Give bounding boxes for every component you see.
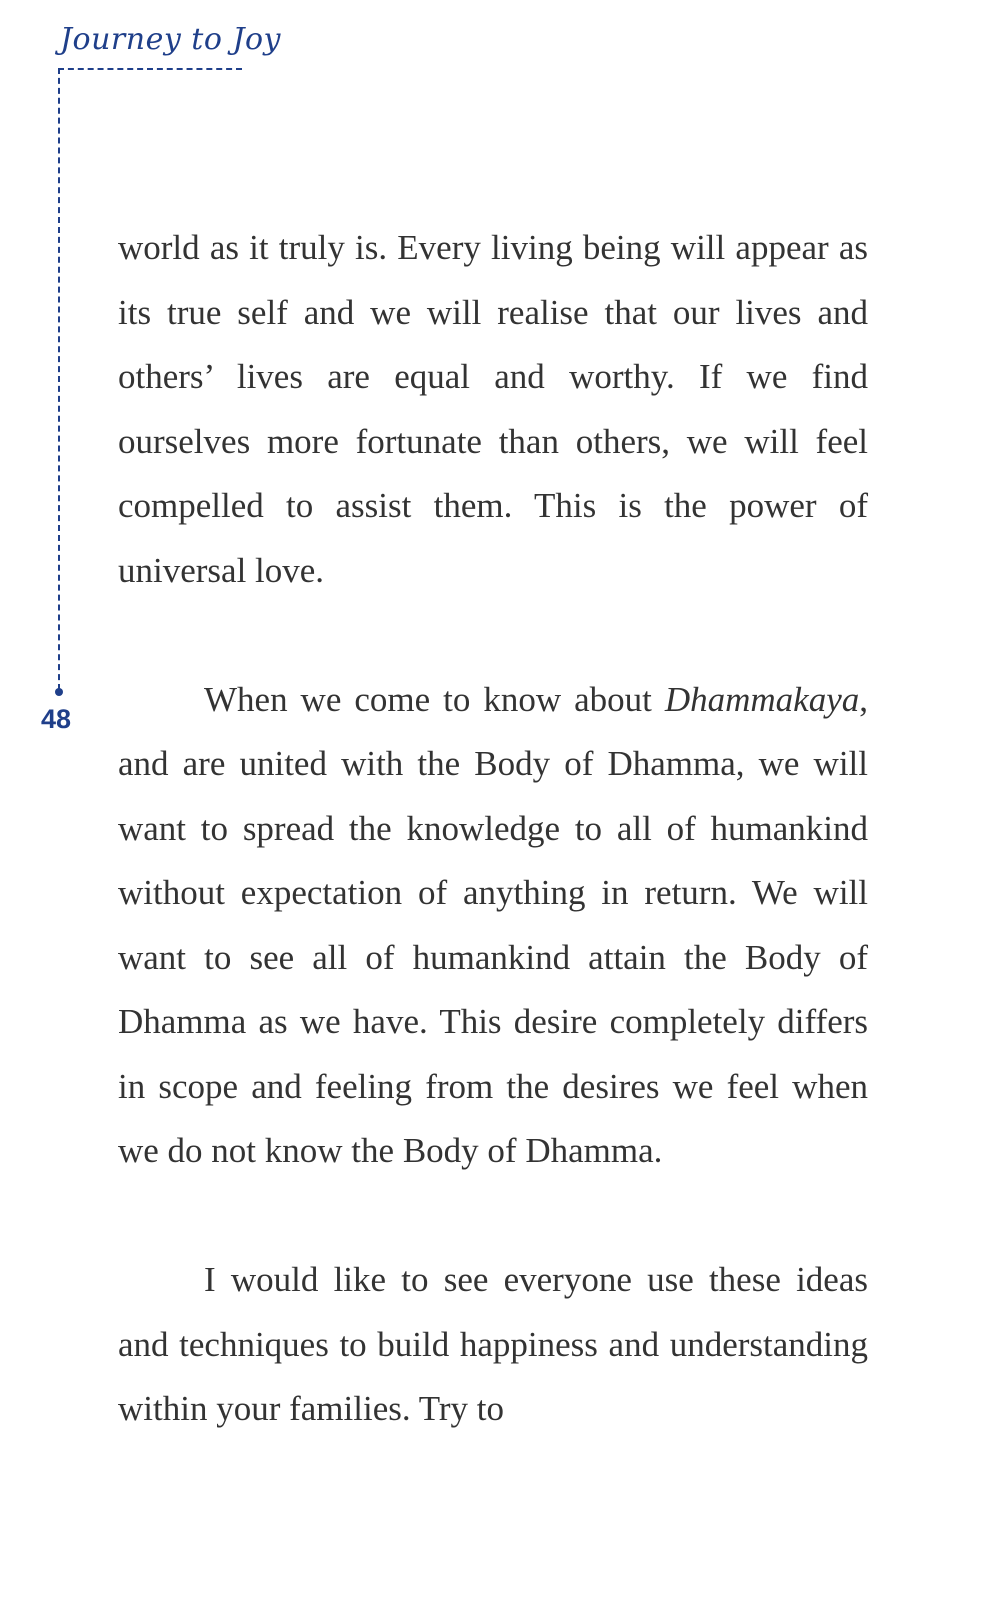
paragraph-3: I would like to see everyone use these ideas and techniques to build happiness and understanding within your families. Try to [118, 1260, 868, 1428]
running-title: Journey to Joy [60, 22, 281, 57]
paragraph-1: world as it truly is. Every living being will appear as its true self and we will realise that our lives and others’ lives are equal and worthy. If we find ourselves more fortunate than others, we will feel compelled to assist them. This is the power of universal love. [118, 228, 868, 590]
header-dashed-rule [58, 68, 242, 70]
paragraph-2 [118, 668, 868, 1184]
margin-dashed-rule [58, 68, 60, 690]
body-text [118, 216, 868, 1442]
rule-end-dot [55, 688, 63, 696]
dhammakaya-term: Dhammakaya [664, 679, 860, 719]
page-number: 48 [41, 704, 72, 734]
paragraph-2-start: When we come to know about [204, 679, 665, 719]
paragraph-2-rest: , and are united with the Body of Dhamma, we will want to spread the knowledge to all of humankind without expectation of anything in return. We will want to see all of humankind attain the Body of Dhamma as we have. This desire completely differs in scope and feeling from the desires we feel when we do not know the Body of Dhamma. [118, 679, 868, 1170]
